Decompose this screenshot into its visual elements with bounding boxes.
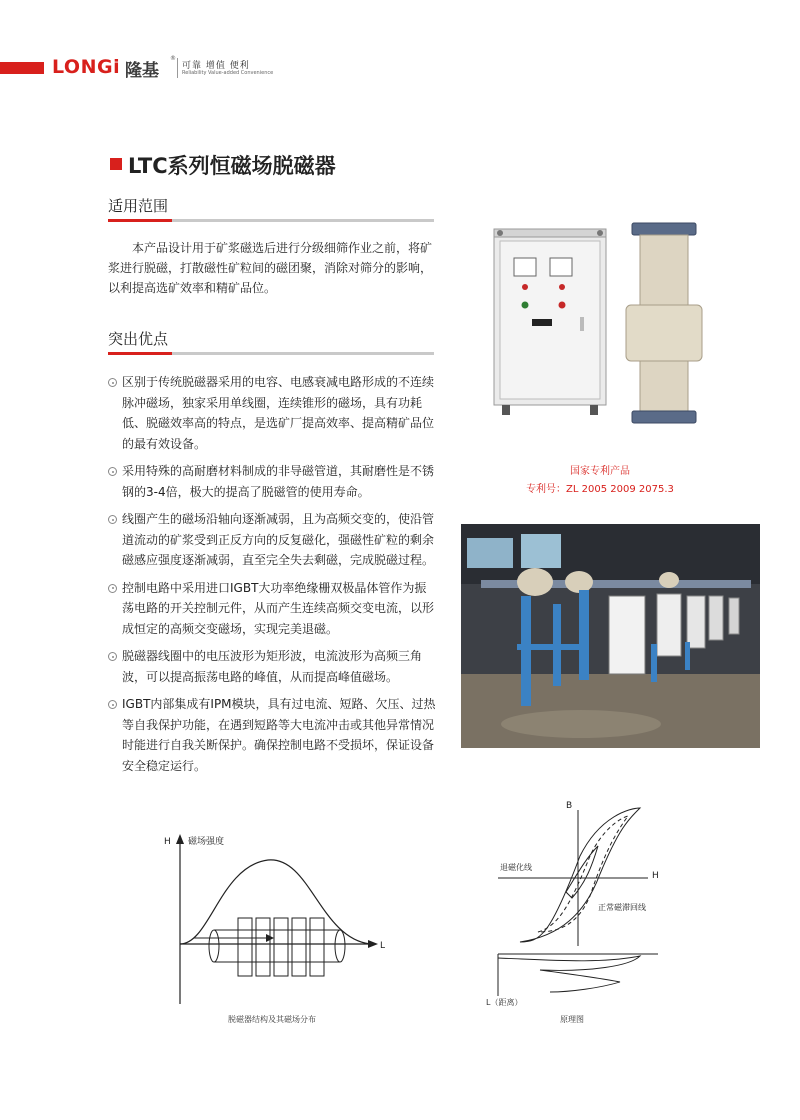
list-item: 线圈产生的磁场沿轴向逐渐减弱，且为高频交变的，使沿管道流动的矿浆受到正反方向的反复磁化，强磁性矿粒的剩余磁感应强度逐渐减弱，直至完全失去剩磁，完成脱磁过程。 bbox=[108, 509, 438, 571]
bullet-icon bbox=[108, 467, 117, 476]
bullet-icon bbox=[108, 652, 117, 661]
scope-paragraph: 本产品设计用于矿浆磁选后进行分级细筛作业之前，将矿浆进行脱磁，打散磁性矿粒间的磁团聚，消除对筛分的影响，以利提高选矿效率和精矿品位。 bbox=[108, 241, 433, 295]
h-axis-label: H bbox=[652, 871, 659, 881]
list-item: 脱磁器线圈中的电压波形为矩形波，电流波形为高频三角波，可以提高振荡电路的峰值，从而提高峰值磁场。 bbox=[108, 646, 438, 687]
y-axis-arrow-icon bbox=[176, 834, 184, 844]
list-item: 采用特殊的高耐磨材料制成的非导磁管道，其耐磨性是不锈钢的3-4倍，极大的提高了脱磁管的使用寿命。 bbox=[108, 461, 438, 502]
bullet-icon bbox=[108, 700, 117, 709]
demag-loop bbox=[538, 816, 628, 932]
header-slogan: 可靠 增值 便利 bbox=[182, 61, 250, 71]
coil bbox=[238, 918, 252, 976]
section-rule bbox=[108, 352, 434, 355]
y-axis-label: H bbox=[164, 837, 171, 847]
list-item: 控制电路中采用进口IGBT大功率绝缘栅双极晶体管作为振荡电路的开关控制元件，从而产生连续高频交变电流，以形成恒定的高频交变磁场，实现完美退磁。 bbox=[108, 578, 438, 640]
coil-housing bbox=[626, 305, 702, 361]
pipe-flange bbox=[632, 223, 696, 235]
normal-hysteresis-loop bbox=[520, 808, 640, 942]
coil bbox=[292, 918, 306, 976]
diagram1-caption: 脱磁器结构及其磁场分布 bbox=[228, 1015, 316, 1024]
b-axis-label: B bbox=[566, 801, 573, 811]
field-distribution-diagram bbox=[150, 826, 410, 1016]
coil bbox=[256, 918, 270, 976]
hysteresis-diagram bbox=[480, 796, 670, 1012]
section-heading-advantages: 突出优点 bbox=[108, 330, 169, 348]
demag-line-label: 退磁化线 bbox=[500, 863, 532, 872]
coil bbox=[274, 918, 288, 976]
y-axis-title: 磁场强度 bbox=[188, 837, 225, 847]
title-marker-icon bbox=[110, 158, 122, 170]
normal-loop-label: 正常磁滞回线 bbox=[598, 903, 646, 912]
brand-logo: LONGi bbox=[52, 56, 121, 78]
advantages-list bbox=[108, 372, 438, 783]
section-rule bbox=[108, 219, 434, 222]
header-slogan-en: Reliability Value-added Convenience bbox=[182, 70, 274, 76]
coil bbox=[310, 918, 324, 976]
bullet-icon bbox=[108, 515, 117, 524]
list-item: 区别于传统脱磁器采用的电容、电感衰减电路形成的不连续脉冲磁场，独家采用单线圈，连续锥形的磁场，具有功耗低、脱磁效率高的特点，是选矿厂提高效率、提高精矿品位的最有效设备。 bbox=[108, 372, 438, 454]
header-accent-bar bbox=[0, 62, 44, 74]
brand-logo-cn: 隆基 bbox=[125, 61, 159, 81]
header-divider bbox=[177, 58, 178, 78]
decay-curve bbox=[498, 956, 640, 992]
registered-mark: ® bbox=[170, 55, 176, 62]
l-distance-label: L（距离） bbox=[486, 998, 523, 1007]
installation-photo bbox=[461, 524, 760, 748]
cabinet-unit bbox=[609, 596, 645, 674]
patent-number: 专利号：ZL 2005 2009 2075.3 bbox=[526, 484, 674, 495]
section-heading-scope: 适用范围 bbox=[108, 197, 169, 215]
list-item: IGBT内部集成有IPM模块，具有过电流、短路、欠压、过热等自我保护功能，在遇到短路等大电流冲击或其他异常情况时能进行自我关断保护。确保控制电路不受损坏，保证设备安全稳定运行。 bbox=[108, 694, 438, 776]
patent-label: 国家专利产品 bbox=[570, 466, 630, 477]
page-title: LTC系列恒磁场脱磁器 bbox=[128, 154, 336, 178]
diagram2-caption: 原理图 bbox=[560, 1015, 584, 1024]
bullet-icon bbox=[108, 378, 117, 387]
bullet-icon bbox=[108, 584, 117, 593]
product-photo bbox=[480, 213, 740, 453]
x-axis-label: L bbox=[380, 941, 386, 951]
